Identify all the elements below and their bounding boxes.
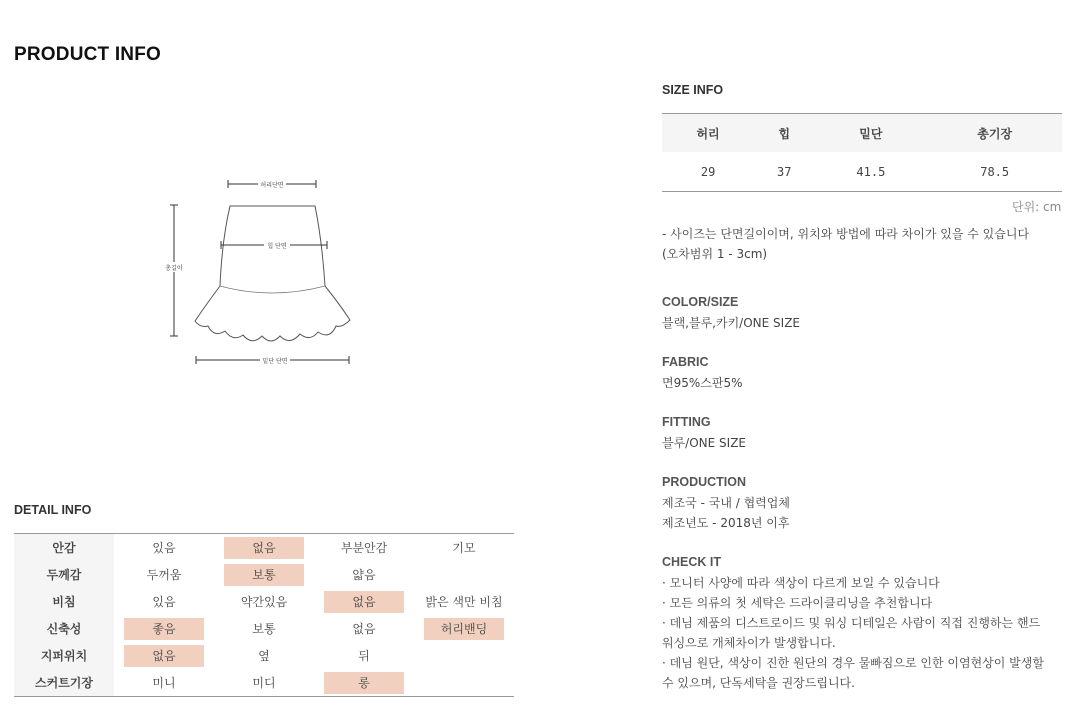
detail-row <box>14 588 514 615</box>
detail-option-cell <box>314 533 414 561</box>
detail-row-label: 스커트기장 <box>14 669 114 697</box>
detail-option <box>424 562 504 584</box>
detail-option-cell <box>114 533 214 561</box>
detail-row-label: 안감 <box>14 533 114 561</box>
detail-option: 기모 <box>452 540 476 555</box>
detail-option: 옆 <box>258 648 270 663</box>
color-size-heading: COLOR/SIZE <box>662 295 739 309</box>
detail-option-cell <box>414 615 514 642</box>
detail-option-cell <box>314 669 414 697</box>
detail-option-cell <box>314 642 414 669</box>
detail-option-cell <box>414 588 514 615</box>
production-heading: PRODUCTION <box>662 475 747 489</box>
size-note <box>662 224 1062 264</box>
detail-option-cell <box>314 561 414 588</box>
size-header-hip: 힙 <box>754 114 814 153</box>
hip-label: 힙 단면 <box>267 243 287 250</box>
size-header-hem: 밑단 <box>814 114 927 153</box>
detail-row-label: 지퍼위치 <box>14 642 114 669</box>
detail-option-selected: 없음 <box>324 591 404 613</box>
detail-option: 없음 <box>352 621 376 636</box>
check-it-line4: 워싱으로 개체차이가 발생합니다. <box>662 636 836 650</box>
detail-option: 보통 <box>252 621 276 636</box>
detail-row-label: 두께감 <box>14 561 114 588</box>
check-it-line6: 수 있으며, 단독세탁을 권장드립니다. <box>662 676 855 690</box>
size-unit: 단위: cm <box>1012 200 1062 214</box>
detail-table <box>14 533 514 697</box>
detail-info-heading: DETAIL INFO <box>14 503 92 517</box>
size-value-hem: 41.5 <box>814 152 927 192</box>
size-header-waist: 허리 <box>662 114 754 153</box>
page-title: PRODUCT INFO <box>14 44 162 65</box>
detail-option-cell <box>214 615 314 642</box>
skirt-measurement-diagram <box>150 170 370 380</box>
length-label: 총길이 <box>165 265 183 272</box>
fitting-value: 블루/ONE SIZE <box>662 436 747 450</box>
size-table <box>662 113 1062 192</box>
detail-option-selected: 롱 <box>324 672 404 694</box>
detail-option: 밝은 색만 비침 <box>425 594 503 609</box>
detail-option-cell <box>414 642 514 669</box>
detail-option-cell <box>414 669 514 697</box>
size-header-length: 총기장 <box>927 114 1062 153</box>
detail-row-label: 비침 <box>14 588 114 615</box>
waist-label: 허리단면 <box>260 182 284 189</box>
detail-row-label: 신축성 <box>14 615 114 642</box>
detail-option-cell <box>214 642 314 669</box>
skirt-outline <box>195 206 350 341</box>
detail-option-cell <box>114 615 214 642</box>
size-value-length: 78.5 <box>927 152 1062 192</box>
check-it-line1: · 모니터 사양에 따라 색상이 다르게 보일 수 있습니다 <box>662 576 940 590</box>
detail-option-cell <box>414 561 514 588</box>
detail-row <box>14 561 514 588</box>
detail-option-selected: 없음 <box>124 645 204 667</box>
detail-option-selected: 없음 <box>224 537 304 559</box>
size-table-header-row <box>662 114 1062 153</box>
check-it-line2: · 모든 의류의 첫 세탁은 드라이클리닝을 추천합니다 <box>662 596 933 610</box>
detail-option: 뒤 <box>358 648 370 663</box>
detail-option: 있음 <box>152 594 176 609</box>
detail-option: 약간있음 <box>240 594 288 609</box>
detail-option: 부분안감 <box>340 540 388 555</box>
fitting-heading: FITTING <box>662 415 711 429</box>
size-value-hip: 37 <box>754 152 814 192</box>
detail-option: 두꺼움 <box>146 567 182 582</box>
size-note-line1: - 사이즈는 단면길이이며, 위치와 방법에 따라 차이가 있을 수 있습니다 <box>662 227 1030 241</box>
detail-option: 얇음 <box>352 567 376 582</box>
detail-row <box>14 669 514 697</box>
detail-option-cell <box>314 615 414 642</box>
size-value-waist: 29 <box>662 152 754 192</box>
detail-option-selected: 좋음 <box>124 618 204 640</box>
hem-label: 밑단 단면 <box>262 358 288 365</box>
detail-option-cell <box>114 561 214 588</box>
detail-row <box>14 615 514 642</box>
production-line2: 제조년도 - 2018년 이후 <box>662 516 790 530</box>
production-line1: 제조국 - 국내 / 협력업체 <box>662 496 790 510</box>
size-table-value-row <box>662 152 1062 192</box>
detail-row <box>14 642 514 669</box>
detail-option-cell <box>414 533 514 561</box>
detail-option: 미디 <box>252 675 276 690</box>
detail-option-cell <box>214 561 314 588</box>
fabric-heading: FABRIC <box>662 355 709 369</box>
detail-option-selected: 보통 <box>224 564 304 586</box>
check-it-heading: CHECK IT <box>662 555 722 569</box>
detail-option-cell <box>114 669 214 697</box>
check-it-line5: · 데님 원단, 색상이 진한 원단의 경우 물빠짐으로 인한 이염현상이 발생할 <box>662 656 1044 670</box>
detail-option-cell <box>214 669 314 697</box>
detail-option-cell <box>114 642 214 669</box>
detail-option-selected: 허리밴딩 <box>424 618 504 640</box>
detail-option <box>424 643 504 665</box>
detail-option-cell <box>214 533 314 561</box>
detail-option: 미니 <box>152 675 176 690</box>
size-note-line2: (오차범위 1 - 3cm) <box>662 247 768 261</box>
check-it-line3: · 데님 제품의 디스트로이드 및 워싱 디테일은 사람이 직접 진행하는 핸드 <box>662 616 1041 630</box>
production-text <box>662 493 1064 533</box>
detail-option <box>424 670 504 692</box>
size-info-heading: SIZE INFO <box>662 83 724 97</box>
detail-option: 있음 <box>152 540 176 555</box>
detail-option-cell <box>114 588 214 615</box>
detail-row <box>14 533 514 561</box>
detail-option-cell <box>314 588 414 615</box>
check-it-text <box>662 573 1064 693</box>
color-size-value: 블랙,블루,카키/ONE SIZE <box>662 316 801 330</box>
fabric-value: 면95%스판5% <box>662 376 743 390</box>
detail-option-cell <box>214 588 314 615</box>
